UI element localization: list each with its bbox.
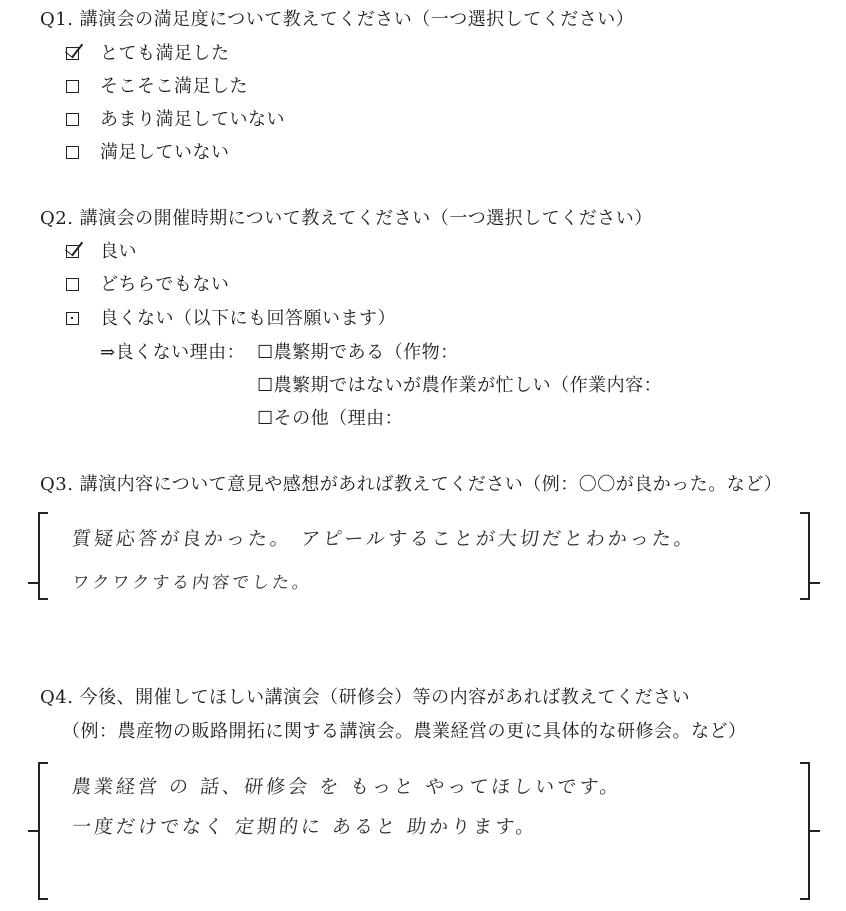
q4-right-bracket-tick bbox=[810, 830, 820, 832]
dot-mark-icon bbox=[71, 317, 73, 319]
q2-question: Q2. 講演会の開催時期について教えてください（一つ選択してください） bbox=[40, 208, 653, 229]
q2-option-3[interactable] bbox=[66, 308, 426, 330]
q4-answer-line-2: 一度だけでなく 定期的に あると 助かります。 bbox=[70, 816, 539, 838]
q3-right-bracket-tick bbox=[810, 582, 820, 584]
q2-reason-prefix: ⇒良くない理由： bbox=[100, 342, 246, 363]
q1-option-1-checkbox[interactable] bbox=[66, 47, 79, 60]
q4-right-bracket bbox=[800, 762, 810, 900]
check-mark-icon bbox=[65, 237, 83, 257]
q2-option-3-checkbox[interactable] bbox=[66, 312, 79, 325]
q4-answer-area[interactable] bbox=[34, 762, 824, 902]
q2-option-2[interactable] bbox=[66, 274, 326, 296]
q1-option-3-label: あまり満足していない bbox=[100, 109, 285, 130]
q1-option-1[interactable] bbox=[66, 43, 326, 65]
q4-left-bracket-tick bbox=[28, 830, 38, 832]
q4-example: （例：農産物の販路開拓に関する講演会。農業経営の更に具体的な研修会。など） bbox=[62, 721, 747, 742]
q1-option-3-checkbox[interactable] bbox=[66, 113, 79, 126]
q2-option-2-label: どちらでもない bbox=[100, 274, 230, 295]
q2-reason-2[interactable]: ☐農繁期ではないが農作業が忙しい（作業内容： bbox=[257, 375, 663, 396]
q1-option-2-checkbox[interactable] bbox=[66, 80, 79, 93]
q2-option-1-checkbox[interactable] bbox=[66, 245, 79, 258]
q1-option-4[interactable] bbox=[66, 142, 326, 164]
q2-reason-3[interactable]: ☐その他（理由： bbox=[257, 408, 404, 429]
q2-option-3-label: 良くない（以下にも回答願います） bbox=[100, 308, 396, 329]
q1-option-4-checkbox[interactable] bbox=[66, 146, 79, 159]
q1-option-2-label: そこそこ満足した bbox=[100, 76, 248, 97]
q2-option-1-label: 良い bbox=[100, 241, 137, 262]
q4-answer-line-1: 農業経営 の 話、研修会 を もっと やってほしいです。 bbox=[70, 776, 623, 798]
q4-question: Q4. 今後、開催してほしい講演会（研修会）等の内容があれば教えてください bbox=[40, 687, 691, 708]
q2-option-2-checkbox[interactable] bbox=[66, 278, 79, 291]
q3-answer-area[interactable] bbox=[34, 512, 824, 602]
q1-option-3[interactable] bbox=[66, 109, 326, 131]
q2-reason-1[interactable]: ☐農繁期である（作物： bbox=[257, 342, 459, 363]
q1-option-2[interactable] bbox=[66, 76, 326, 98]
q1-option-4-label: 満足していない bbox=[100, 142, 230, 163]
q3-answer-line-1: 質疑応答が良かった。 アピールすることが大切だとわかった。 bbox=[70, 528, 698, 550]
q3-left-bracket-tick bbox=[28, 582, 38, 584]
q2-option-1[interactable] bbox=[66, 241, 326, 263]
q1-option-1-label: とても満足した bbox=[100, 43, 230, 64]
q3-question: Q3. 講演内容について意見や感想があれば教えてください（例：〇〇が良かった。など） bbox=[40, 474, 783, 495]
q4-left-bracket bbox=[38, 762, 48, 900]
q3-answer-line-2: ワクワクする内容でした。 bbox=[70, 573, 314, 593]
q3-right-bracket bbox=[800, 512, 810, 600]
q3-left-bracket bbox=[38, 512, 48, 600]
check-mark-icon bbox=[65, 39, 83, 59]
q1-question: Q1. 講演会の満足度について教えてください（一つ選択してください） bbox=[40, 9, 635, 30]
